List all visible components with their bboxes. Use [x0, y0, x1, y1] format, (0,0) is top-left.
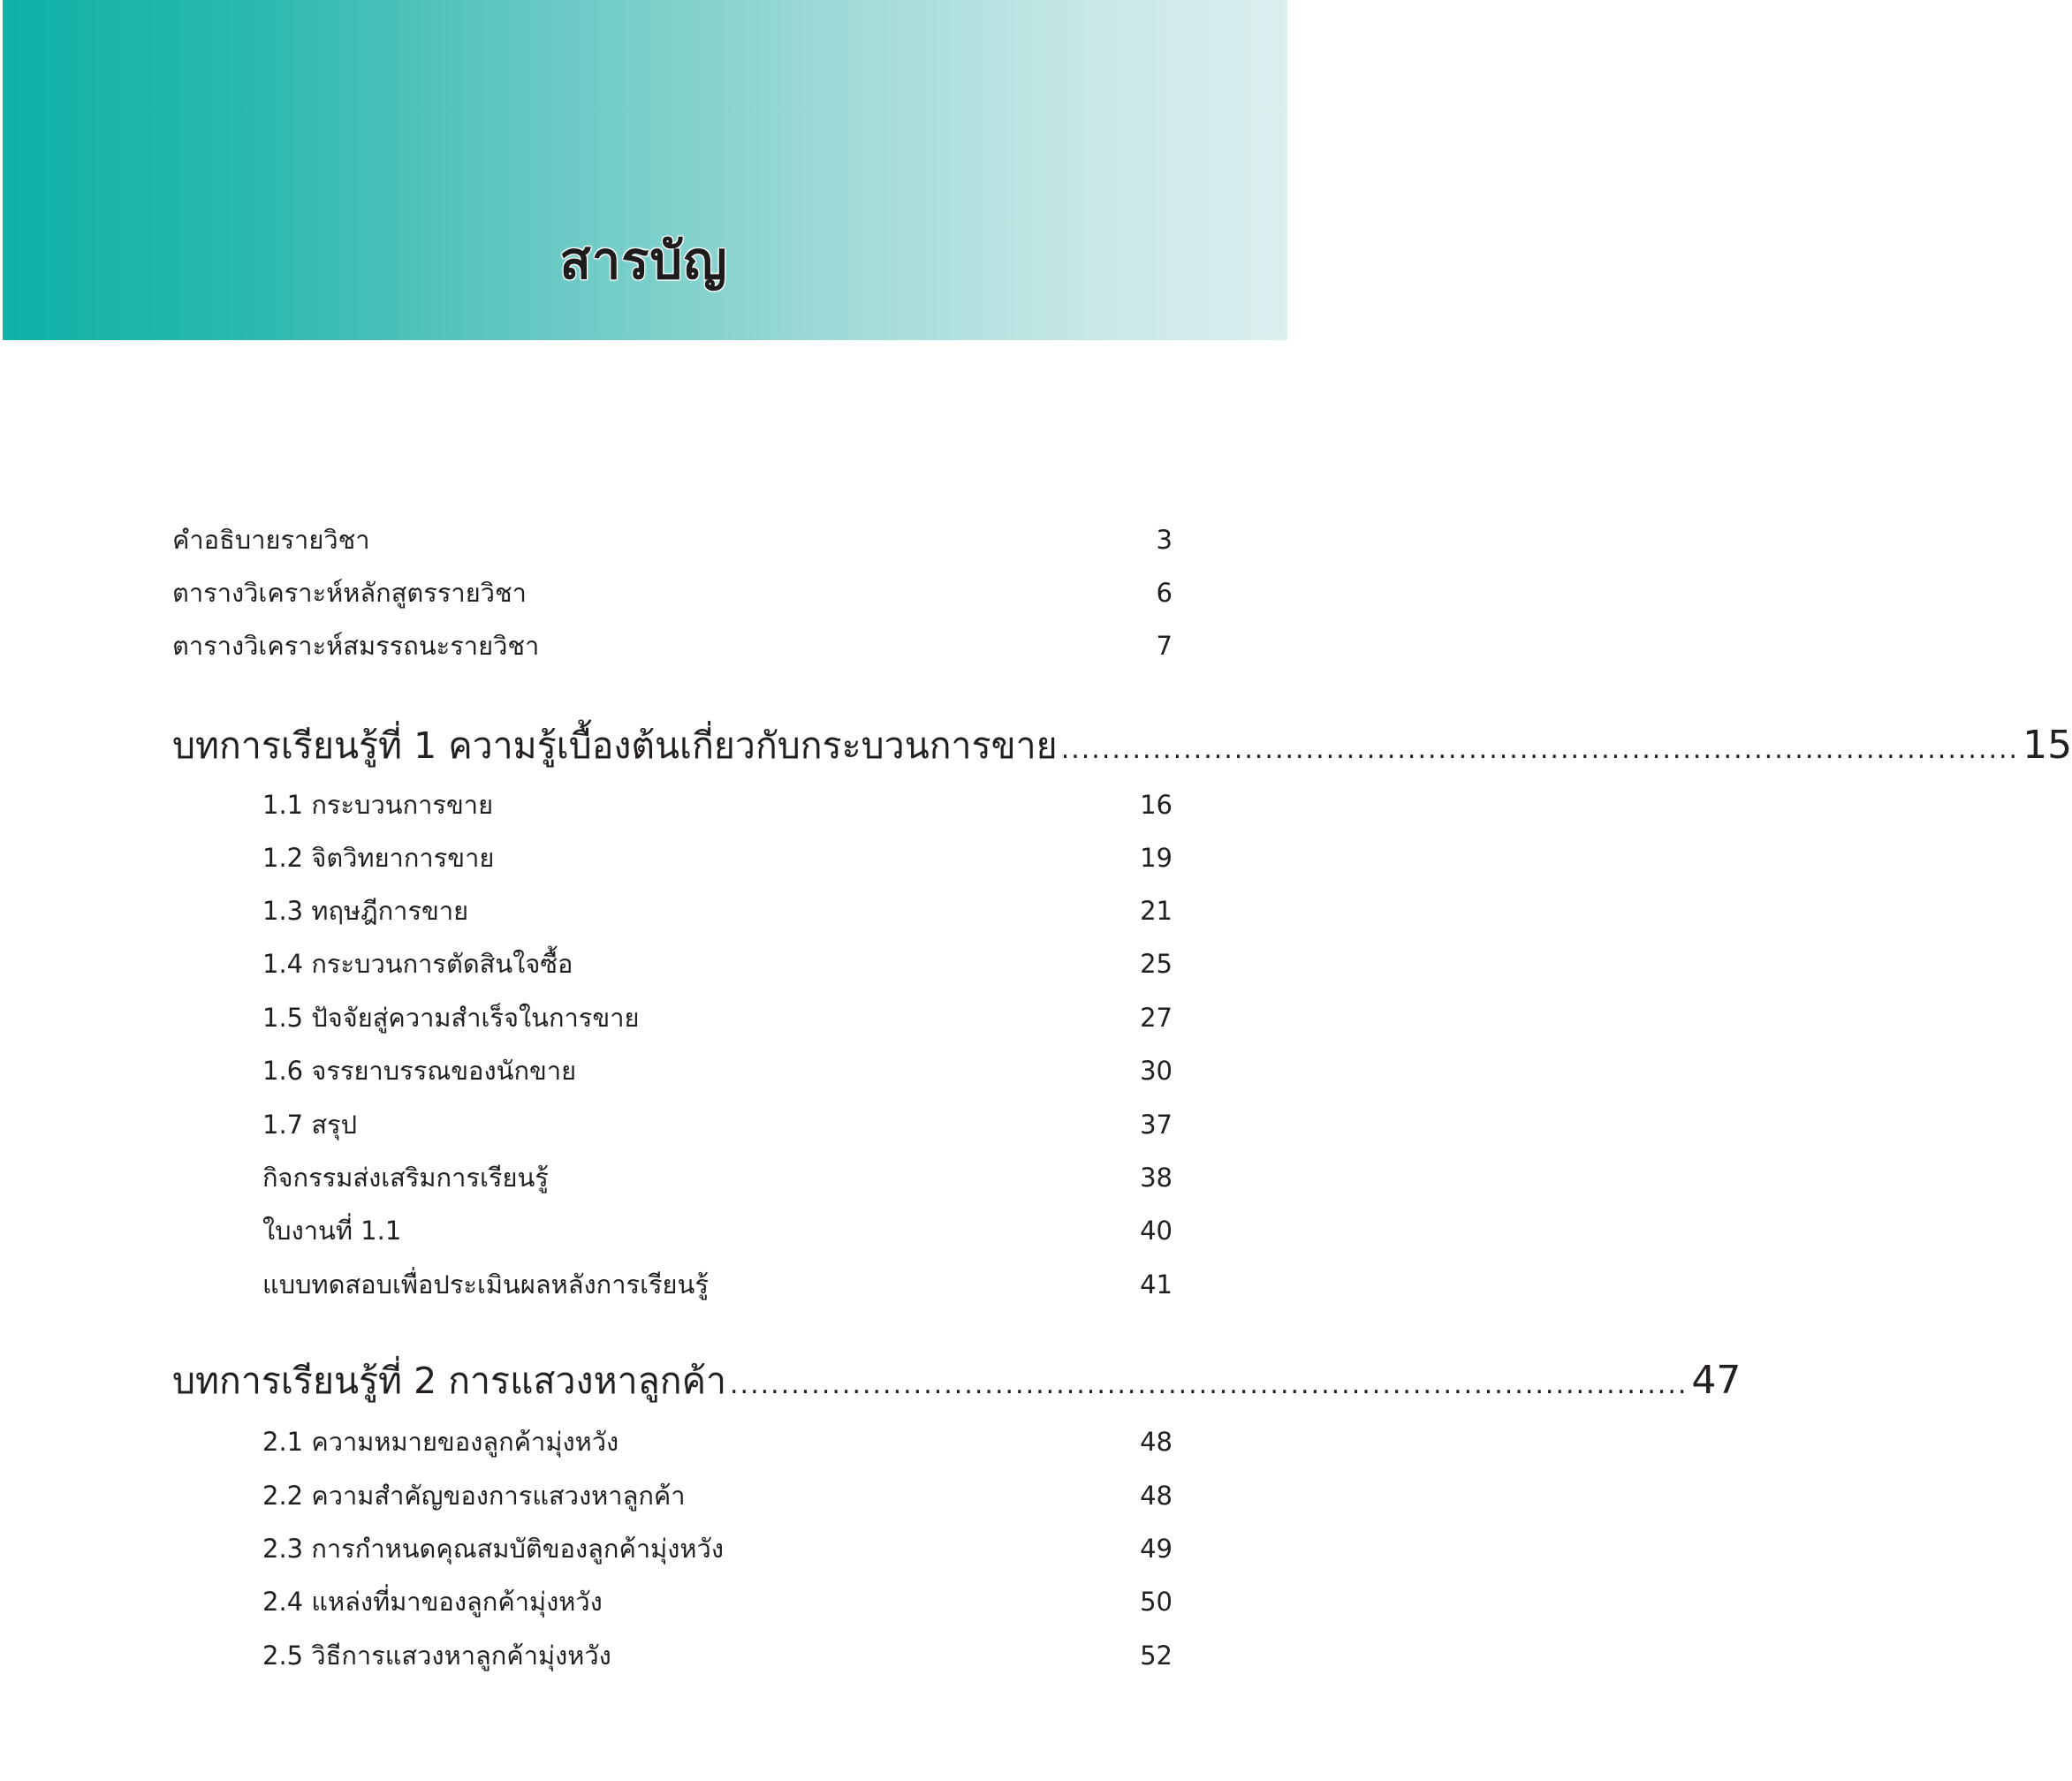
toc-entry-label: คำอธิบายรายวิชา [172, 525, 370, 555]
toc-entry-label: ตารางวิเคราะห์หลักสูตรรายวิชา [172, 578, 527, 608]
toc-section-item[interactable] [262, 1050, 1173, 1091]
toc-page-number: 25 [1140, 949, 1173, 979]
toc-entry-label: 2.4 แหล่งที่มาของลูกค้ามุ่งหวัง [262, 1587, 603, 1617]
toc-page-number: 47 [1691, 1358, 1742, 1403]
toc-section-item[interactable] [262, 997, 1173, 1038]
toc-entry-label: ตารางวิเคราะห์สมรรถนะรายวิชา [172, 631, 540, 661]
toc-page-number: 48 [1140, 1481, 1173, 1511]
toc-entry-label: 1.5 ปัจจัยสู่ความสำเร็จในการขาย [262, 1003, 640, 1033]
toc-page-number: 49 [1140, 1534, 1173, 1564]
toc-entry-label: 1.3 ทฤษฎีการขาย [262, 896, 469, 926]
toc-page-number: 16 [1140, 790, 1173, 820]
page-title: สารบัญ [559, 231, 728, 291]
toc-section-item[interactable] [262, 1475, 1173, 1516]
toc-page-number: 52 [1140, 1641, 1173, 1671]
toc-entry-label: กิจกรรมส่งเสริมการเรียนรู้ [262, 1163, 549, 1193]
toc-page-number: 19 [1140, 843, 1173, 873]
toc-page-number: 27 [1140, 1003, 1173, 1033]
toc-entry-label: 1.4 กระบวนการตัดสินใจซื้อ [262, 949, 573, 979]
toc-entry-label: 1.6 จรรยาบรรณของนักขาย [262, 1056, 577, 1086]
toc-section-item[interactable] [262, 837, 1173, 878]
toc-entry-label: 2.5 วิธีการแสวงหาลูกค้ามุ่งหวัง [262, 1641, 611, 1671]
toc-page-number: 30 [1140, 1056, 1173, 1086]
toc-section-item[interactable] [262, 890, 1173, 931]
toc-entry-label: 1.2 จิตวิทยาการขาย [262, 843, 495, 873]
toc-section-item[interactable] [262, 1635, 1173, 1676]
toc-section-item[interactable] [262, 944, 1173, 984]
toc-entry-label: 1.1 กระบวนการขาย [262, 790, 494, 820]
toc-entry-label: 2.2 ความสำคัญของการแสวงหาลูกค้า [262, 1481, 686, 1511]
toc-section-item[interactable] [262, 1157, 1173, 1198]
toc-section-item[interactable] [262, 1421, 1173, 1462]
toc-page-number: 40 [1140, 1216, 1173, 1246]
toc-section-item[interactable] [262, 1581, 1173, 1622]
leader-dots: .............................................................................................. [1060, 734, 2020, 765]
toc-page-number: 7 [1156, 631, 1173, 661]
toc-chapter-2[interactable] [172, 1353, 1742, 1410]
toc-page-number: 50 [1140, 1587, 1173, 1617]
toc-front-item[interactable] [172, 572, 1173, 613]
toc-page-number: 6 [1156, 578, 1173, 608]
toc-page-number: 37 [1140, 1110, 1173, 1140]
toc-page-number: 38 [1140, 1163, 1173, 1193]
toc-entry-label: ใบงานที่ 1.1 [262, 1216, 402, 1246]
toc-page-number: 21 [1140, 896, 1173, 926]
toc-section-item[interactable] [262, 1210, 1173, 1251]
toc-front-item[interactable] [172, 519, 1173, 560]
chapter-title: บทการเรียนรู้ที่ 2 การแสวงหาลูกค้า [172, 1360, 727, 1402]
toc-entry-label: 2.3 การกำหนดคุณสมบัติของลูกค้ามุ่งหวัง [262, 1534, 724, 1564]
toc-page-number: 15 [2023, 723, 2072, 768]
toc-entry-label: แบบทดสอบเพื่อประเมินผลหลังการเรียนรู้ [262, 1269, 709, 1300]
toc-entry-label: 1.7 สรุป [262, 1110, 358, 1140]
toc-section-item[interactable] [262, 1528, 1173, 1569]
toc-section-item[interactable] [262, 784, 1173, 825]
toc-page-number: 48 [1140, 1427, 1173, 1457]
toc-page-number: 3 [1156, 525, 1173, 555]
toc-section-item[interactable] [262, 1264, 1173, 1305]
chapter-title: บทการเรียนรู้ที่ 1 ความรู้เบื้องต้นเกี่ยวกับกระบวนการขาย [172, 724, 1058, 767]
toc-entry-label: 2.1 ความหมายของลูกค้ามุ่งหวัง [262, 1427, 619, 1457]
toc-chapter-1[interactable] [172, 717, 2072, 775]
toc-page-number: 41 [1140, 1269, 1173, 1300]
toc-front-item[interactable] [172, 625, 1173, 666]
toc-section-item[interactable] [262, 1104, 1173, 1145]
leader-dots: .............................................................................................. [730, 1369, 1689, 1400]
